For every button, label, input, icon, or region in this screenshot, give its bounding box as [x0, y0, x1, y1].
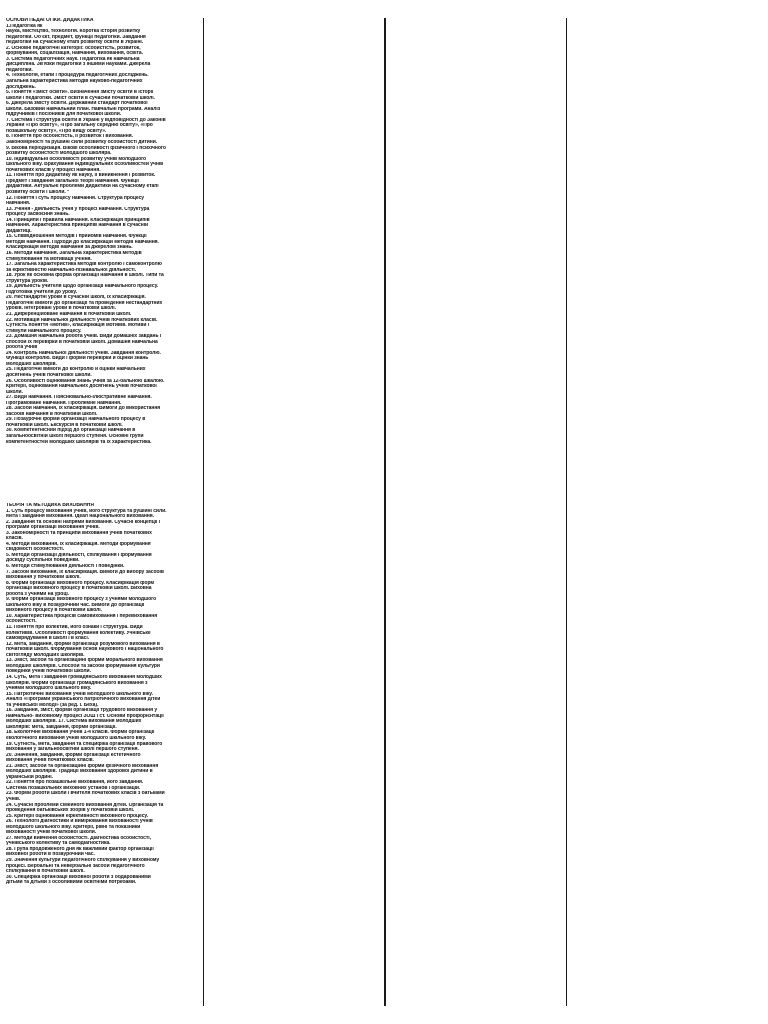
text-line: класів. — [6, 536, 23, 542]
text-line: способи їх перевірки в початковій школі. Домашня навчальна — [6, 339, 158, 345]
text-line: 6. Джерела змісту освіти. Державний стандарт початкової — [6, 101, 148, 107]
text-line: розвитку освіти і школи. * — [6, 189, 69, 195]
text-line: програми організації виховання учнів. — [6, 525, 100, 531]
text-line: 5. Методи організації діяльності, спілкування і формування — [6, 552, 152, 558]
text-line: 23. Форми роботи школи і вчителя початкових класів з батьками — [6, 791, 165, 797]
text-line: шкільного віку в позаурочний час. Вимоги до організації — [6, 602, 145, 608]
text-line: особистості. — [6, 619, 37, 625]
text-line: 11. Поняття про дидактику як науку, її виникнення і розвиток. — [6, 173, 156, 179]
text-line: наука, мистецтво, технологія. Коротка історія розвитку — [6, 29, 141, 35]
text-line: Програмоване навчання. Проблемне навчання. — [6, 400, 122, 406]
text-line: 27. Види навчання. Пояснювально-ілюстративне навчання. — [6, 395, 152, 401]
text-line: 9. Форми організації виховного процесу з учнями молодшого — [6, 597, 157, 603]
text-line: 15. Патріотичне виховання учнів молодшого шкільного віку. — [6, 691, 153, 697]
text-line: 10. Характеристика процесів самовиховання і перевиховання — [6, 613, 158, 619]
text-line: самоврядування в школі і в класі. — [6, 636, 90, 642]
text-line: шкільного віку. Врахування індивідуальних особливостей учнів — [6, 162, 164, 168]
text-line: 25. Критерії оцінювання ефективності виховного процесу. — [6, 813, 149, 819]
text-line: 6. Методи стимулювання діяльності і поведінки. — [6, 564, 125, 570]
text-line: навчання. Характеристика принципів навчання в сучасній — [6, 223, 149, 229]
text-line: екологічного виховання учнів молодшого шкільного віку. — [6, 735, 147, 741]
text-line: школярів: мета, завдання, форми організації. — [6, 724, 117, 730]
text-line: Сутність поняття «мотив», класифікація мотивів. Мотиви і — [6, 323, 150, 329]
text-line: школи і педагогіки. Зміст освіти в сучасній початковій школі. — [6, 95, 155, 101]
text-line: навчально- виховному процесі ЗОШ І ст. Основи профорієнтації — [6, 713, 164, 719]
text-line: 18. Екологічне виховання учнів 1-4 класів. Форми організації — [6, 730, 155, 736]
text-line: Функції контролю. Види і форми перевірки й оцінки знань — [6, 356, 149, 362]
text-line: проведення батьківських зборів у початковій школі. — [6, 808, 135, 814]
text-line: 2. Основні педагогічні категорії: особистість, розвиток, — [6, 45, 141, 51]
text-line: поведінки учнів початкової школи. — [6, 669, 91, 675]
text-line: дидактиці. — [6, 228, 32, 234]
text-line: 8. Поняття про особистість, її розвиток і виховання. — [6, 134, 133, 140]
text-line: 11. Поняття про колектив, його ознаки і структура. Види — [6, 625, 143, 631]
text-line: українській родині. — [6, 774, 53, 780]
text-line: початковій школі. Екскурсія в початковій школі. — [6, 422, 123, 428]
text-line: школи. — [6, 389, 23, 395]
text-line: школи. Базовий навчальний план. Навчальні програми. Аналіз — [6, 106, 161, 112]
text-line: 19. Діяльність учителя щодо організації навчального процесу. — [6, 284, 159, 290]
text-line: колективів. Особливості формування колективу. Учнівське — [6, 630, 151, 636]
text-line: та учнівської молоді» (за ред. І. Беха). — [6, 702, 99, 708]
text-line: підручників і посібників для початкової школи. — [6, 112, 122, 118]
text-line: Педагогічні вимоги до організації та проведення нестандартних — [6, 300, 163, 306]
text-line: за ефективністю навчально-пізнавальної діяльності. — [6, 267, 137, 273]
text-line: формування, соціалізація, навчання, виховання, освіта. — [6, 51, 143, 57]
text-line: Загальна характеристика методів науково-педагогічних — [6, 79, 143, 85]
text-line: 28. Група продовженого дня як важливий фактор організації — [6, 846, 154, 852]
text-line: 24. Сучасні проблеми сімейного виховання дітей. Організація та — [6, 802, 164, 808]
column-divider — [203, 18, 204, 1006]
text-line: 27. Методи вивчення особистості. Діагностика особистості, — [6, 835, 151, 841]
text-line: молодших школярів. Традиції виховання здорової дитини в — [6, 769, 153, 775]
text-line: організації виховного процесу в початковій школі. Виховна — [6, 586, 152, 592]
text-line: стимулювання та мотивації учіння. — [6, 256, 92, 262]
text-line: 15. Співвідношення методів і прийомів навчання. Функції — [6, 234, 147, 240]
text-line: учнівського колективу та самодіагностика. — [6, 841, 111, 847]
text-line: 30. Компетентнісний підхід до організації навчання в — [6, 428, 136, 434]
text-line: 1.Педагогіка як — [6, 23, 43, 29]
text-line: 7. Система і структура освіти в Україні у відповідності до Законів — [6, 117, 166, 123]
text-line: стимули навчального процесу. — [6, 328, 82, 334]
text-line: молодших школярів. Способи та засоби формування культури — [6, 663, 160, 669]
text-line: 19. Сутність, мета, завдання та специфіка організації правового — [6, 741, 163, 747]
text-line: виховання у загальноосвітній школі першого ступеня. — [6, 747, 139, 753]
text-line: Підготовка учителя до уроку. — [6, 289, 78, 295]
text-line: 21. Диференційоване навчання в початковій школі. — [6, 311, 132, 317]
text-line: 22. Поняття про позашкільне виховання, його завдання. — [6, 780, 144, 786]
section-upbringing-theory — [6, 503, 198, 886]
section-heading: ТЕОРІЯ ТА МЕТОДИКА ВИХОВАННЯ — [6, 503, 94, 508]
text-line: молодшого шкільного віку. Критерії, рівні та показники — [6, 824, 141, 830]
section-pedagogy-didactics — [6, 18, 198, 445]
text-line: дітьми та дітьми з особливими освітніми потребами. — [6, 880, 137, 886]
text-line: засобів навчання в початковій школі. — [6, 411, 98, 417]
text-line: 21. Зміст, засоби та організаційні форми фізичного виховання — [6, 763, 159, 769]
text-line: компетентностей молодших школярів та їх характеристика. — [6, 439, 152, 445]
text-line: 13. Учіння - діяльність учня у процесі навчання. Структура — [6, 206, 150, 212]
text-line: 24. Контроль навчальної діяльності учнів. Завдання контролю. — [6, 350, 161, 356]
text-line: Аналіз «Програми українського патріотичного виховання дітей — [6, 697, 161, 703]
text-line: Критерії, оцінювання навчальних досягнень учнів початкової — [6, 384, 157, 390]
text-line: досліджень. — [6, 84, 36, 90]
text-line: дисципліна. Зв'язки педагогіки з іншими науками. Джерела — [6, 62, 151, 68]
text-line: педагогіки. — [6, 67, 33, 73]
text-line: 22. Мотивація навчальної діяльності учнів початкових класів. — [6, 317, 158, 323]
text-line: досвіду суспільної поведінки. — [6, 558, 80, 564]
text-line: робота учнів — [6, 345, 38, 351]
text-line: Класифікація методів навчання за джерелом знань. — [6, 245, 133, 251]
text-line: загальноосвітній школі першого ступеня. Основні групи — [6, 434, 144, 440]
text-line: 7. Засоби виховання, їх класифікація. Вимоги до вибору засобів — [6, 569, 164, 575]
column-divider — [566, 18, 567, 1006]
text-line: методів навчання. Підходи до класифікацій методів навчання. — [6, 239, 159, 245]
column-divider — [384, 18, 386, 1006]
text-line: 8. Форми організації виховного процесу. Класифікація форм — [6, 580, 155, 586]
text-line: 16. Методи навчання. Загальна характеристика методів — [6, 250, 142, 256]
text-line: Закономірності та рушійні сили розвитку особистості дитини. — [6, 140, 158, 146]
text-line: педагогіки. Об'єкт, предмет, функції педагогіки. Завдання — [6, 34, 146, 40]
text-line: молодших школярів. — [6, 361, 57, 367]
text-line: 9. Вікова періодизація. Вікові особливості фізичного і психічного — [6, 145, 166, 151]
text-line: початкових класів у процесі навчання. — [6, 167, 101, 173]
text-line: 4. Методи виховання, їх класифікація. Методи формування — [6, 541, 151, 547]
text-line: позашкільну освіту», «Про вищу освіту». — [6, 128, 107, 134]
text-line: 20. Нестандартні уроки в сучасній школі, їх класифікація. — [6, 295, 146, 301]
text-line: світогляду молодших школярів. — [6, 652, 85, 658]
text-line: молодших школярів. 17. Система виховання молодших — [6, 719, 142, 725]
text-line: спілкування в початковій школі. — [6, 869, 85, 875]
text-line: навчання. — [6, 201, 31, 207]
text-line: 18. Урок як основна форма організації навчання в школі. Типи та — [6, 273, 164, 279]
text-line: 23. Домашня навчальна робота учнів. Види домашніх завдань і — [6, 334, 162, 340]
text-line: 3. Система педагогічних наук. Педагогіка як навчальна — [6, 56, 140, 62]
text-line: 13. Зміст, засоби та організаційні форми морального виховання — [6, 658, 163, 664]
text-line: 26. Особливості оцінювання знань учнів за 12-бальною шкалою. — [6, 378, 165, 384]
text-line: учнями молодшого шкільного віку. — [6, 686, 92, 692]
text-line: дидактики. Актуальні проблеми дидактики на сучасному етапі — [6, 184, 159, 190]
text-line: 26. Технології діагностики й вимірювання вихованості учнів — [6, 819, 153, 825]
text-line: 30. Специфіка організації виховної роботи з обдарованими — [6, 874, 151, 880]
text-line: 5. Поняття «зміст освіти». Визначення змісту освіти в історії — [6, 90, 154, 96]
text-line: процесу засвоєння знань. — [6, 212, 70, 218]
text-line: виховної роботи в позаурочний час. — [6, 852, 95, 858]
text-line: виховання учнів початкових класів. — [6, 758, 94, 764]
text-line: виховання у початковій школі. — [6, 575, 81, 581]
text-line: 16. Завдання, зміст, форми організації трудового виховання у — [6, 708, 158, 714]
text-line: 20. Значення, завдання, форми організації естетичного — [6, 752, 141, 758]
text-line: 2. Завдання та основні напрями виховання. Сучасні концепції і — [6, 519, 161, 525]
text-line: 12. Поняття і суть процесу навчання. Структура процесу — [6, 195, 145, 201]
text-line: 14. Суть, мета і завдання громадянського виховання молодших — [6, 674, 162, 680]
text-line: процесі. Вербальні та невербальні засоби педагогічного — [6, 863, 145, 869]
text-line: розвитку особистості молодшого школяра. — [6, 151, 112, 157]
text-line: педагогіки на сучасному етапі розвитку освіти в Україні. — [6, 40, 144, 46]
text-line: свідомості особистості. — [6, 547, 65, 553]
text-line: вихованості учнів початкової школи. — [6, 830, 97, 836]
text-line: 3. Закономірності та принципи виховання учнів початкових — [6, 530, 152, 536]
text-line: досягнень учнів початкової школи. — [6, 373, 92, 378]
text-line: Система позашкільних виховних установ і організацій. — [6, 785, 141, 791]
text-line: 10. Індивідуальні особливості розвитку учнів молодшого — [6, 156, 147, 162]
text-line: 14. Принципи і правила навчання. Класифікація принципів — [6, 217, 150, 223]
text-line: учнів. — [6, 796, 21, 802]
text-line: 4. Технологія, етапи і процедура педагогічних досліджень. — [6, 73, 149, 79]
section-heading: ОСНОВИ ПЕДАГОГІКИ. ДИДАКТИКА — [6, 18, 94, 23]
text-line: 29. Значення культури педагогічного спілкування у виховному — [6, 858, 160, 863]
text-line: початковій школі. Формування основ наукового і національного — [6, 647, 164, 653]
text-line: 1. Суть процесу виховання учнів, його структура та рушійні сили. — [6, 508, 167, 514]
text-line: Мета і завдання виховання. Ідеал національного виховання. — [6, 514, 154, 520]
text-line: робота з учнями на уроці. — [6, 591, 70, 597]
text-line: 28. Засоби навчання, їх класифікація. Вимоги до використання — [6, 406, 161, 412]
text-line: структура уроків. — [6, 278, 49, 284]
text-line: 12. Мета, завдання, форми організації розумового виховання в — [6, 641, 160, 647]
text-line: 29. Позаурочні форми організації навчального процесу в — [6, 417, 146, 423]
text-line: 25. Педагогічні вимоги до контролю й оцінки навчальних — [6, 367, 146, 373]
text-line: виховного процесу в початковій школі. — [6, 608, 102, 614]
text-line: України «Про освіту», «Про загальну середню освіту», «Про — [6, 123, 153, 129]
text-line: 17. Загальна характеристика методів контролю і самоконтролю — [6, 262, 162, 268]
text-line: Предмет і завдання загальної теорії навчання. Функції — [6, 178, 139, 184]
text-line: уроків. Інтегровані уроки в початковій школі. — [6, 306, 116, 312]
text-line: школярів. Форми організації громадянського виховання з — [6, 680, 148, 686]
